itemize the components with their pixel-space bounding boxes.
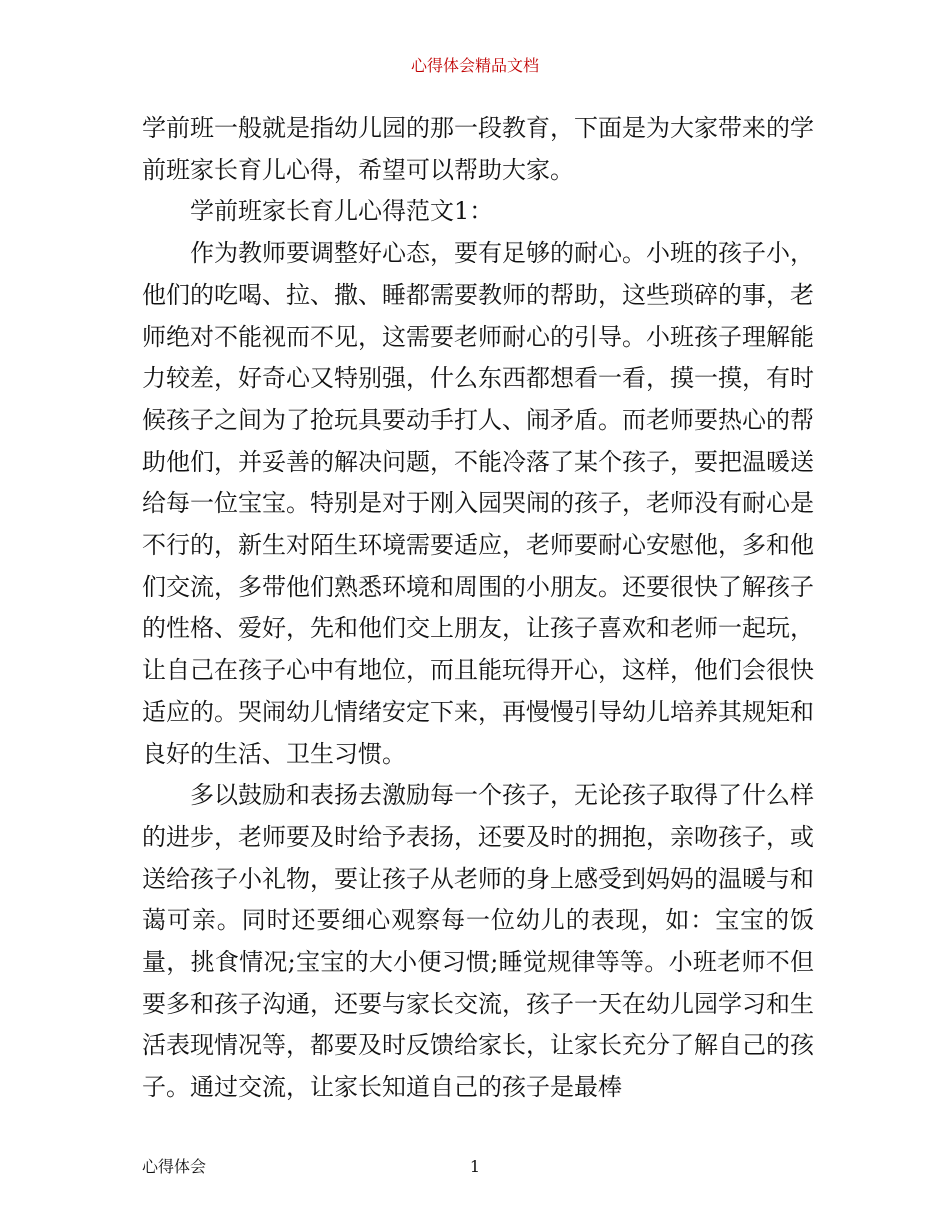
document-body <box>142 108 814 1109</box>
body-paragraph-1: 作为教师要调整好心态，要有足够的耐心。小班的孩子小，他们的吃喝、拉、撒、睡都需要教师的帮助，这些琐碎的事，老师绝对不能视而不见，这需要老师耐心的引导。小班孩子理解能力较差，好奇心又特别强，什么东西都想看一看，摸一摸，有时候孩子之间为了抢玩具要动手打人、闹矛盾。而老师要热心的帮助他们，并妥善的解决问题，不能冷落了某个孩子，要把温暖送给每一位宝宝。特别是对于刚入园哭闹的孩子，老师没有耐心是不行的，新生对陌生环境需要适应，老师要耐心安慰他，多和他们交流，多带他们熟悉环境和周围的小朋友。还要很快了解孩子的性格、爱好，先和他们交上朋友，让孩子喜欢和老师一起玩，让自己在孩子心中有地位，而且能玩得开心，这样，他们会很快适应的。哭闹幼儿情绪安定下来，再慢慢引导幼儿培养其规矩和良好的生活、卫生习惯。 <box>142 239 814 768</box>
section-heading: 学前班家长育儿心得范文1： <box>190 197 494 226</box>
page-header-title: 心得体会精品文档 <box>410 56 539 75</box>
footer-label: 心得体会 <box>142 1157 207 1176</box>
body-paragraph-2: 多以鼓励和表扬去激励每一个孩子，无论孩子取得了什么样的进步，老师要及时给予表扬，还要及时的拥抱，亲吻孩子，或送给孩子小礼物，要让孩子从老师的身上感受到妈妈的温暖与和蔼可亲。同时还要细心观察每一位幼儿的表现，如：宝宝的饭量，挑食情况;宝宝的大小便习惯;睡觉规律等等。小班老师不但要多和孩子沟通，还要与家长交流，孩子一天在幼儿园学习和生活表现情况等，都要及时反馈给家长，让家长充分了解自己的孩子。通过交流，让家长知道自己的孩子是最棒 <box>142 781 814 1102</box>
page-number: 1 <box>469 1157 481 1176</box>
intro-paragraph: 学前班一般就是指幼儿园的那一段教育，下面是为大家带来的学前班家长育儿心得，希望可以帮助大家。 <box>142 114 814 184</box>
